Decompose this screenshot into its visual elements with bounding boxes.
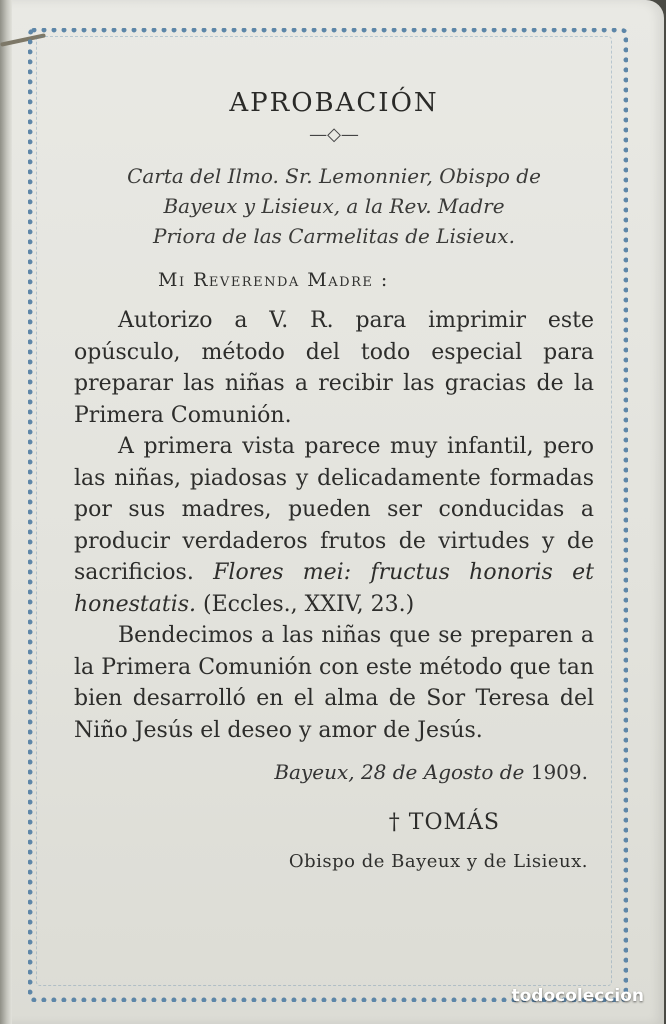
ornament-divider: —◇— (309, 124, 359, 145)
subtitle-line: Priora de las Carmelitas de Lisieux. (153, 224, 515, 248)
scripture-reference: (Eccles., XXIV, 23.) (203, 591, 415, 617)
letter-subtitle (74, 161, 594, 251)
paragraph-3: Bendecimos a las niñas que se preparen a la Primera Comunión con este método que tan bien desarrolló en el alma de Sor Teresa del Niño Jesús el deseo y amor de Jesús. (74, 623, 594, 743)
page-title: APROBACIÓN (229, 88, 439, 118)
booklet-spine (0, 0, 12, 1024)
page-content (74, 80, 594, 872)
date-year: 1909. (530, 760, 588, 784)
watermark-logo: todocoleccion (511, 986, 644, 1006)
subtitle-line: Bayeux y Lisieux, a la Rev. Madre (163, 194, 505, 218)
signature: † TOMÁS (388, 810, 500, 835)
paragraph-2 (74, 431, 594, 620)
paragraph-2-text: A primera vista parece muy infantil, pero las niñas, piadosas y delicadamente formadas por sus madres, pueden ser conducidas a producir verdaderos frutos de virtudes y de sacrificios. (74, 434, 594, 585)
signer-title: Obispo de Bayeux y de Lisieux. (288, 851, 588, 872)
subtitle-line: Carta del Ilmo. Sr. Lemonnier, Obispo de (127, 164, 541, 188)
salutation: Mi Reverenda Madre : (158, 269, 389, 291)
date-line (74, 760, 588, 784)
date-place: Bayeux, 28 de Agosto de (274, 760, 525, 784)
paragraph-1: Autorizo a V. R. para imprimir este opúsculo, método del todo especial para preparar las niñas a recibir las gracias de la Primera Comunión. (74, 308, 594, 428)
latin-quote: Flores mei: fructus honoris et honestatis. (74, 560, 594, 617)
